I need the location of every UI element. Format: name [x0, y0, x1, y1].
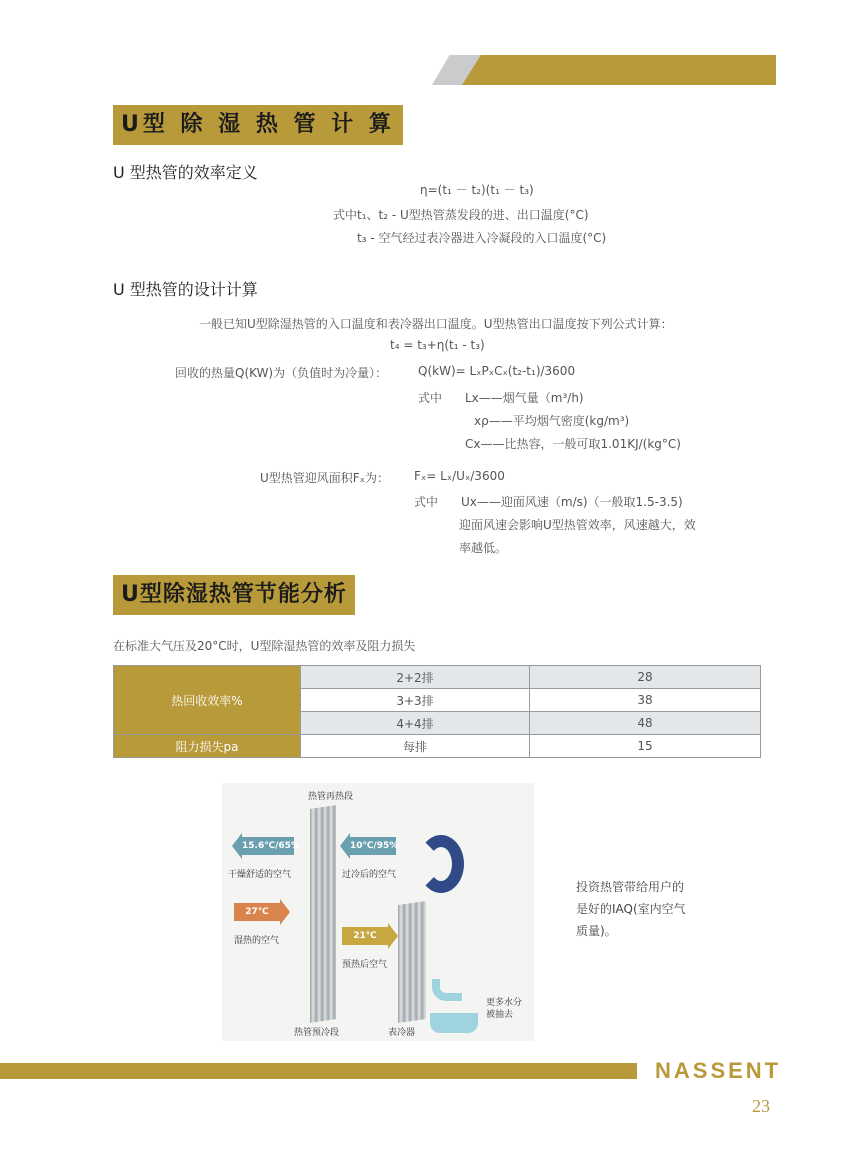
- header-bar-gold: [462, 55, 776, 85]
- heat-label: 回收的热量Q(KW)为（负值时为冷量）：: [175, 366, 388, 380]
- dry-air-arrow: 15.6℃/65%: [232, 833, 294, 859]
- table-cell: 28: [530, 666, 761, 689]
- section-title-calc: U型 除 湿 热 管 计 算: [113, 105, 403, 145]
- efficiency-line2: t₃ - 空气经过表冷器进入冷凝段的入口温度(°C): [357, 231, 607, 245]
- design-heading: U 型热管的设计计算: [113, 280, 258, 299]
- row-label-resistance: 阻力损失pa: [114, 735, 301, 758]
- table-cell: 每排: [301, 735, 530, 758]
- label-coil: 表冷器: [388, 1028, 416, 1038]
- return-flow-arrow-icon: [418, 835, 464, 893]
- velocity-note-1: 迎面风速会影响U型热管效率，风速越大，效: [459, 518, 696, 532]
- where-label-2: 式中: [414, 495, 439, 509]
- hot-air-arrow: 27℃: [234, 899, 290, 925]
- table-row: [114, 735, 761, 758]
- design-t4: t₄ = t₃+η(t₁ - t₃): [390, 338, 485, 352]
- cx-def: Cx——比热容，一般可取1.01KJ/(kg°C): [465, 437, 681, 451]
- row-label-recovery: 热回收效率%: [114, 666, 301, 735]
- table-cell: 2+2排: [301, 666, 530, 689]
- lx-def: Lx——烟气量（m³/h): [465, 391, 584, 405]
- preheated-air-arrow: 21℃: [342, 923, 398, 949]
- table-row: [114, 666, 761, 689]
- area-formula: Fₓ= Lₓ/Uₓ/3600: [414, 469, 505, 483]
- table-cell: 15: [530, 735, 761, 758]
- efficiency-table: [113, 665, 761, 758]
- water-basin-icon: [430, 1013, 478, 1033]
- heat-formula: Q(kW)= LₓPₓCₓ(t₂-t₁)/3600: [418, 364, 576, 378]
- where-label-1: 式中: [418, 391, 443, 405]
- table-cell: 4+4排: [301, 712, 530, 735]
- page-number: 23: [752, 1096, 770, 1116]
- px-def: xρ——平均烟气密度(kg/m³): [474, 414, 630, 428]
- label-reheat: 热管再热段: [308, 792, 354, 802]
- side-note: 投资热管带给用户的是好的IAQ(室内空气质量)。: [576, 880, 686, 938]
- table-cell: 38: [530, 689, 761, 712]
- efficiency-formula: η=(t₁ － t₂)(t₁ － t₃): [420, 183, 534, 197]
- label-water-1: 更多水分: [486, 998, 523, 1008]
- heat-pipe-diagram: [222, 783, 534, 1041]
- label-preheated-air: 预热后空气: [342, 960, 388, 970]
- label-water-2: 被抽去: [486, 1010, 514, 1020]
- section-title-energy: U型除湿热管节能分析: [113, 575, 355, 615]
- design-intro: 一般已知U型除湿热管的入口温度和表冷器出口温度。U型热管出口温度按下列公式计算：: [199, 317, 673, 331]
- precool-coil: [398, 901, 426, 1023]
- table-cell: 48: [530, 712, 761, 735]
- cold-air-arrow: 10℃/95%: [340, 833, 396, 859]
- label-precool: 热管预冷段: [294, 1028, 340, 1038]
- table-cell: 3+3排: [301, 689, 530, 712]
- label-dry-air: 干燥舒适的空气: [228, 870, 292, 880]
- footer-brand: NASSENT: [655, 1058, 782, 1083]
- velocity-note-2: 率越低。: [459, 541, 508, 555]
- label-hot-air: 湿热的空气: [234, 936, 280, 946]
- ux-def: Ux——迎面风速（m/s)（一般取1.5-3.5): [461, 495, 683, 509]
- label-cold-air: 过冷后的空气: [342, 870, 397, 880]
- efficiency-line1: 式中t₁、t₂ - U型热管蒸发段的进、出口温度(°C): [333, 208, 589, 222]
- efficiency-heading: U 型热管的效率定义: [113, 163, 258, 182]
- reheat-coil: [310, 805, 336, 1023]
- water-flow-arrow-icon: [432, 979, 462, 1001]
- footer-bar: [0, 1063, 637, 1079]
- area-label: U型热管迎风面积Fₓ为：: [260, 471, 390, 485]
- analysis-intro: 在标准大气压及20°C时，U型除湿热管的效率及阻力损失: [113, 639, 416, 653]
